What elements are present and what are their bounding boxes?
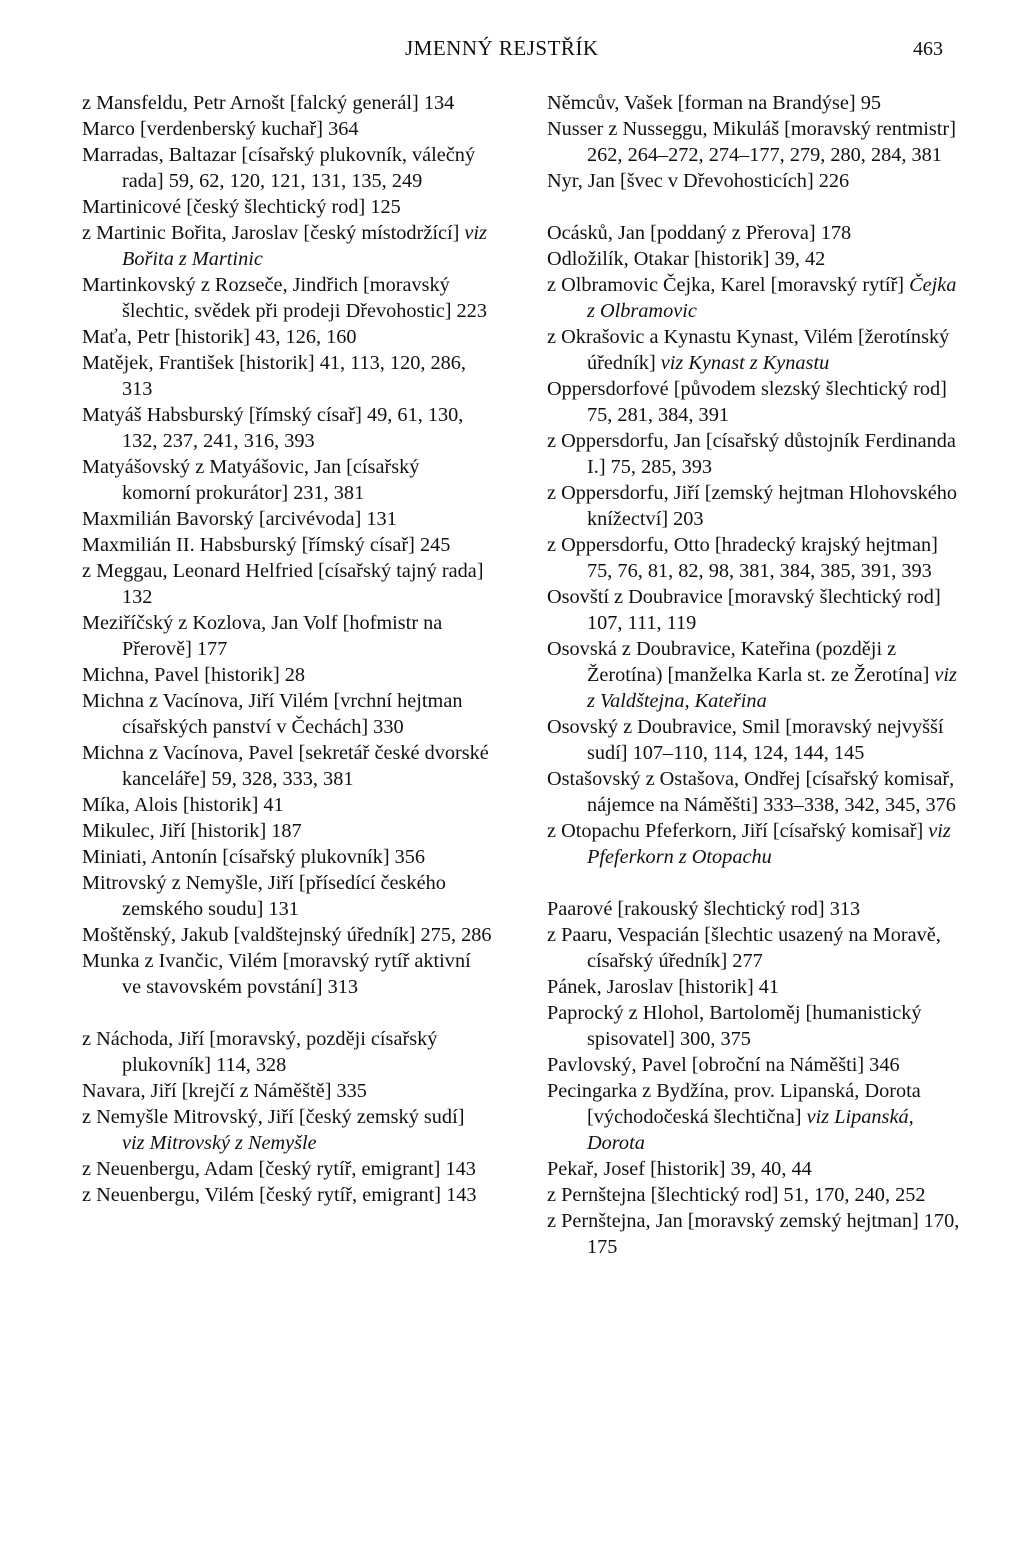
cross-reference: Čejka z Olbramovic bbox=[587, 274, 957, 322]
index-entry bbox=[547, 480, 967, 532]
entry-text: Munka z Ivančic, Vilém [moravský rytíř aktivní ve stavovském povstání] 313 bbox=[82, 950, 471, 998]
index-entry bbox=[547, 1000, 967, 1052]
entry-text: Mikulec, Jiří [historik] 187 bbox=[82, 820, 302, 842]
index-entry bbox=[547, 168, 967, 194]
letter-section-gap bbox=[547, 870, 967, 896]
index-entry bbox=[547, 1078, 967, 1156]
index-entry bbox=[547, 532, 967, 584]
entry-text: Osovský z Doubravice, Smil [moravský nejvyšší sudí] 107–110, 114, 124, 144, 145 bbox=[547, 716, 944, 764]
entry-text: z Martinic Bořita, Jaroslav [český místodržící] bbox=[82, 222, 465, 244]
index-entry bbox=[547, 116, 967, 168]
index-entry bbox=[547, 376, 967, 428]
index-column-right bbox=[547, 90, 967, 1260]
entry-text: z Olbramovic Čejka, Karel [moravský rytíř] bbox=[547, 274, 910, 296]
index-entry bbox=[547, 636, 967, 714]
page-number: 463 bbox=[913, 38, 943, 60]
index-entry bbox=[82, 402, 492, 454]
entry-text: Ostašovský z Ostašova, Ondřej [císařský komisař, nájemce na Náměšti] 333–338, 342, 345, 376 bbox=[547, 768, 956, 816]
index-entry bbox=[82, 454, 492, 506]
index-entry bbox=[82, 272, 492, 324]
index-entry bbox=[547, 714, 967, 766]
index-entry bbox=[82, 116, 492, 142]
entry-text: Maxmilián Bavorský [arcivévoda] 131 bbox=[82, 508, 397, 530]
entry-text: Mitrovský z Nemyšle, Jiří [přísedící českého zemského soudu] 131 bbox=[82, 872, 446, 920]
entry-text: Maťa, Petr [historik] 43, 126, 160 bbox=[82, 326, 357, 348]
entry-text: Matějek, František [historik] 41, 113, 120, 286, 313 bbox=[82, 352, 466, 400]
entry-text: Martinicové [český šlechtický rod] 125 bbox=[82, 196, 401, 218]
index-entry bbox=[82, 1078, 492, 1104]
index-entry bbox=[82, 1026, 492, 1078]
entry-text: Marco [verdenberský kuchař] 364 bbox=[82, 118, 359, 140]
entry-text: Michna z Vacínova, Pavel [sekretář české dvorské kanceláře] 59, 328, 333, 381 bbox=[82, 742, 489, 790]
entry-text: z Neuenbergu, Adam [český rytíř, emigrant] 143 bbox=[82, 1158, 476, 1180]
index-entry bbox=[82, 532, 492, 558]
entry-text: Nusser z Nusseggu, Mikuláš [moravský rentmistr] 262, 264–272, 274–177, 279, 280, 284, 381 bbox=[547, 118, 956, 166]
entry-text: z Oppersdorfu, Jan [císařský důstojník Ferdinanda I.] 75, 285, 393 bbox=[547, 430, 956, 478]
index-entry bbox=[82, 558, 492, 610]
index-entry bbox=[82, 922, 492, 948]
letter-section-gap bbox=[547, 194, 967, 220]
entry-text: z Náchoda, Jiří [moravský, později císařský plukovník] 114, 328 bbox=[82, 1028, 438, 1076]
entry-text: Paarové [rakouský šlechtický rod] 313 bbox=[547, 898, 861, 920]
index-entry bbox=[547, 1208, 967, 1260]
cross-reference: viz Mitrovský z Nemyšle bbox=[122, 1132, 317, 1154]
entry-text: Ocásků, Jan [poddaný z Přerova] 178 bbox=[547, 222, 852, 244]
index-entry bbox=[547, 974, 967, 1000]
index-entry bbox=[82, 740, 492, 792]
entry-text: Moštěnský, Jakub [valdštejnský úředník] 275, 286 bbox=[82, 924, 492, 946]
index-entry bbox=[547, 90, 967, 116]
entry-text: Martinkovský z Rozseče, Jindřich [moravský šlechtic, svědek při prodeji Dřevohostic] 223 bbox=[82, 274, 487, 322]
entry-text: Matyášovský z Matyášovic, Jan [císařský komorní prokurátor] 231, 381 bbox=[82, 456, 420, 504]
entry-text: z Nemyšle Mitrovský, Jiří [český zemský sudí] bbox=[82, 1106, 465, 1128]
entry-text: Němcův, Vašek [forman na Brandýse] 95 bbox=[547, 92, 881, 114]
index-entry bbox=[547, 1052, 967, 1078]
index-entry bbox=[82, 662, 492, 688]
entry-text: Osovská z Doubravice, Kateřina (později z Žerotína) [manželka Karla st. ze Žerotína] bbox=[547, 638, 935, 686]
cross-reference: viz Bořita z Martinic bbox=[122, 222, 487, 270]
entry-text: Michna z Vacínova, Jiří Vilém [vrchní hejtman císařských panství v Čechách] 330 bbox=[82, 690, 463, 738]
index-entry bbox=[82, 350, 492, 402]
entry-text: Meziříčský z Kozlova, Jan Volf [hofmistr na Přerově] 177 bbox=[82, 612, 443, 660]
entry-text: Osovští z Doubravice [moravský šlechtický rod] 107, 111, 119 bbox=[547, 586, 941, 634]
index-entry bbox=[547, 220, 967, 246]
index-entry bbox=[547, 1156, 967, 1182]
entry-text: z Paaru, Vespacián [šlechtic usazený na Moravě, císařský úředník] 277 bbox=[547, 924, 941, 972]
entry-text: z Pernštejna [šlechtický rod] 51, 170, 240, 252 bbox=[547, 1184, 926, 1206]
entry-text: z Okrašovic a Kynastu Kynast, Vilém [žerotínský úředník] bbox=[547, 326, 950, 374]
entry-text: z Pernštejna, Jan [moravský zemský hejtman] 170, 175 bbox=[547, 1210, 960, 1258]
index-entry bbox=[82, 844, 492, 870]
index-entry bbox=[547, 246, 967, 272]
index-entry bbox=[547, 584, 967, 636]
letter-section-gap bbox=[82, 1000, 492, 1026]
index-entry bbox=[82, 1156, 492, 1182]
index-entry bbox=[82, 506, 492, 532]
index-column-left bbox=[82, 90, 492, 1208]
index-entry bbox=[547, 272, 967, 324]
cross-reference: viz z Valdštejna, Kateřina bbox=[587, 664, 957, 712]
entry-text: Nyr, Jan [švec v Dřevohosticích] 226 bbox=[547, 170, 850, 192]
entry-text: Marradas, Baltazar [císařský plukovník, válečný rada] 59, 62, 120, 121, 131, 135, 249 bbox=[82, 144, 476, 192]
entry-text: Pecingarka z Bydžína, prov. Lipanská, Dorota [východočeská šlechtična] bbox=[547, 1080, 921, 1128]
index-entry bbox=[547, 428, 967, 480]
entry-text: z Oppersdorfu, Otto [hradecký krajský hejtman] 75, 76, 81, 82, 98, 381, 384, 385, 391, 393 bbox=[547, 534, 938, 582]
index-entry bbox=[82, 90, 492, 116]
entry-text: z Neuenbergu, Vilém [český rytíř, emigrant] 143 bbox=[82, 1184, 477, 1206]
index-entry bbox=[82, 688, 492, 740]
index-entry bbox=[82, 1182, 492, 1208]
entry-text: Pekař, Josef [historik] 39, 40, 44 bbox=[547, 1158, 812, 1180]
index-entry bbox=[82, 870, 492, 922]
entry-text: Paprocký z Hlohol, Bartoloměj [humanistický spisovatel] 300, 375 bbox=[547, 1002, 922, 1050]
index-entry bbox=[82, 220, 492, 272]
entry-text: Pavlovský, Pavel [obroční na Náměšti] 346 bbox=[547, 1054, 900, 1076]
index-entry bbox=[82, 194, 492, 220]
index-entry bbox=[82, 818, 492, 844]
index-entry bbox=[82, 792, 492, 818]
index-entry bbox=[547, 1182, 967, 1208]
entry-text: Pánek, Jaroslav [historik] 41 bbox=[547, 976, 780, 998]
entry-text: Michna, Pavel [historik] 28 bbox=[82, 664, 306, 686]
entry-text: z Otopachu Pfeferkorn, Jiří [císařský komisař] bbox=[547, 820, 929, 842]
entry-text: z Mansfeldu, Petr Arnošt [falcký generál] 134 bbox=[82, 92, 455, 114]
index-entry bbox=[82, 324, 492, 350]
index-entry bbox=[82, 948, 492, 1000]
entry-text: Míka, Alois [historik] 41 bbox=[82, 794, 284, 816]
index-entry bbox=[82, 1104, 492, 1156]
entry-text: Miniati, Antonín [císařský plukovník] 356 bbox=[82, 846, 426, 868]
cross-reference: viz Pfeferkorn z Otopachu bbox=[587, 820, 951, 868]
entry-text: Maxmilián II. Habsburský [římský císař] 245 bbox=[82, 534, 451, 556]
running-head bbox=[0, 36, 1024, 66]
index-entry bbox=[547, 324, 967, 376]
entry-text: z Oppersdorfu, Jiří [zemský hejtman Hlohovského knížectví] 203 bbox=[547, 482, 958, 530]
page-title: JMENNÝ REJSTŘÍK bbox=[405, 36, 599, 60]
entry-text: Oppersdorfové [původem slezský šlechtický rod] 75, 281, 384, 391 bbox=[547, 378, 947, 426]
index-entry bbox=[547, 766, 967, 818]
index-entry bbox=[82, 610, 492, 662]
entry-text: Matyáš Habsburský [římský císař] 49, 61, 130, 132, 237, 241, 316, 393 bbox=[82, 404, 464, 452]
cross-reference: viz Kynast z Kynastu bbox=[660, 352, 830, 374]
index-entry bbox=[547, 922, 967, 974]
entry-text: Odložilík, Otakar [historik] 39, 42 bbox=[547, 248, 826, 270]
entry-text: Navara, Jiří [krejčí z Náměště] 335 bbox=[82, 1080, 367, 1102]
index-entry bbox=[82, 142, 492, 194]
entry-text: z Meggau, Leonard Helfried [císařský tajný rada] 132 bbox=[82, 560, 484, 608]
index-entry bbox=[547, 818, 967, 870]
cross-reference: viz Lipanská, Dorota bbox=[587, 1106, 914, 1154]
index-entry bbox=[547, 896, 967, 922]
